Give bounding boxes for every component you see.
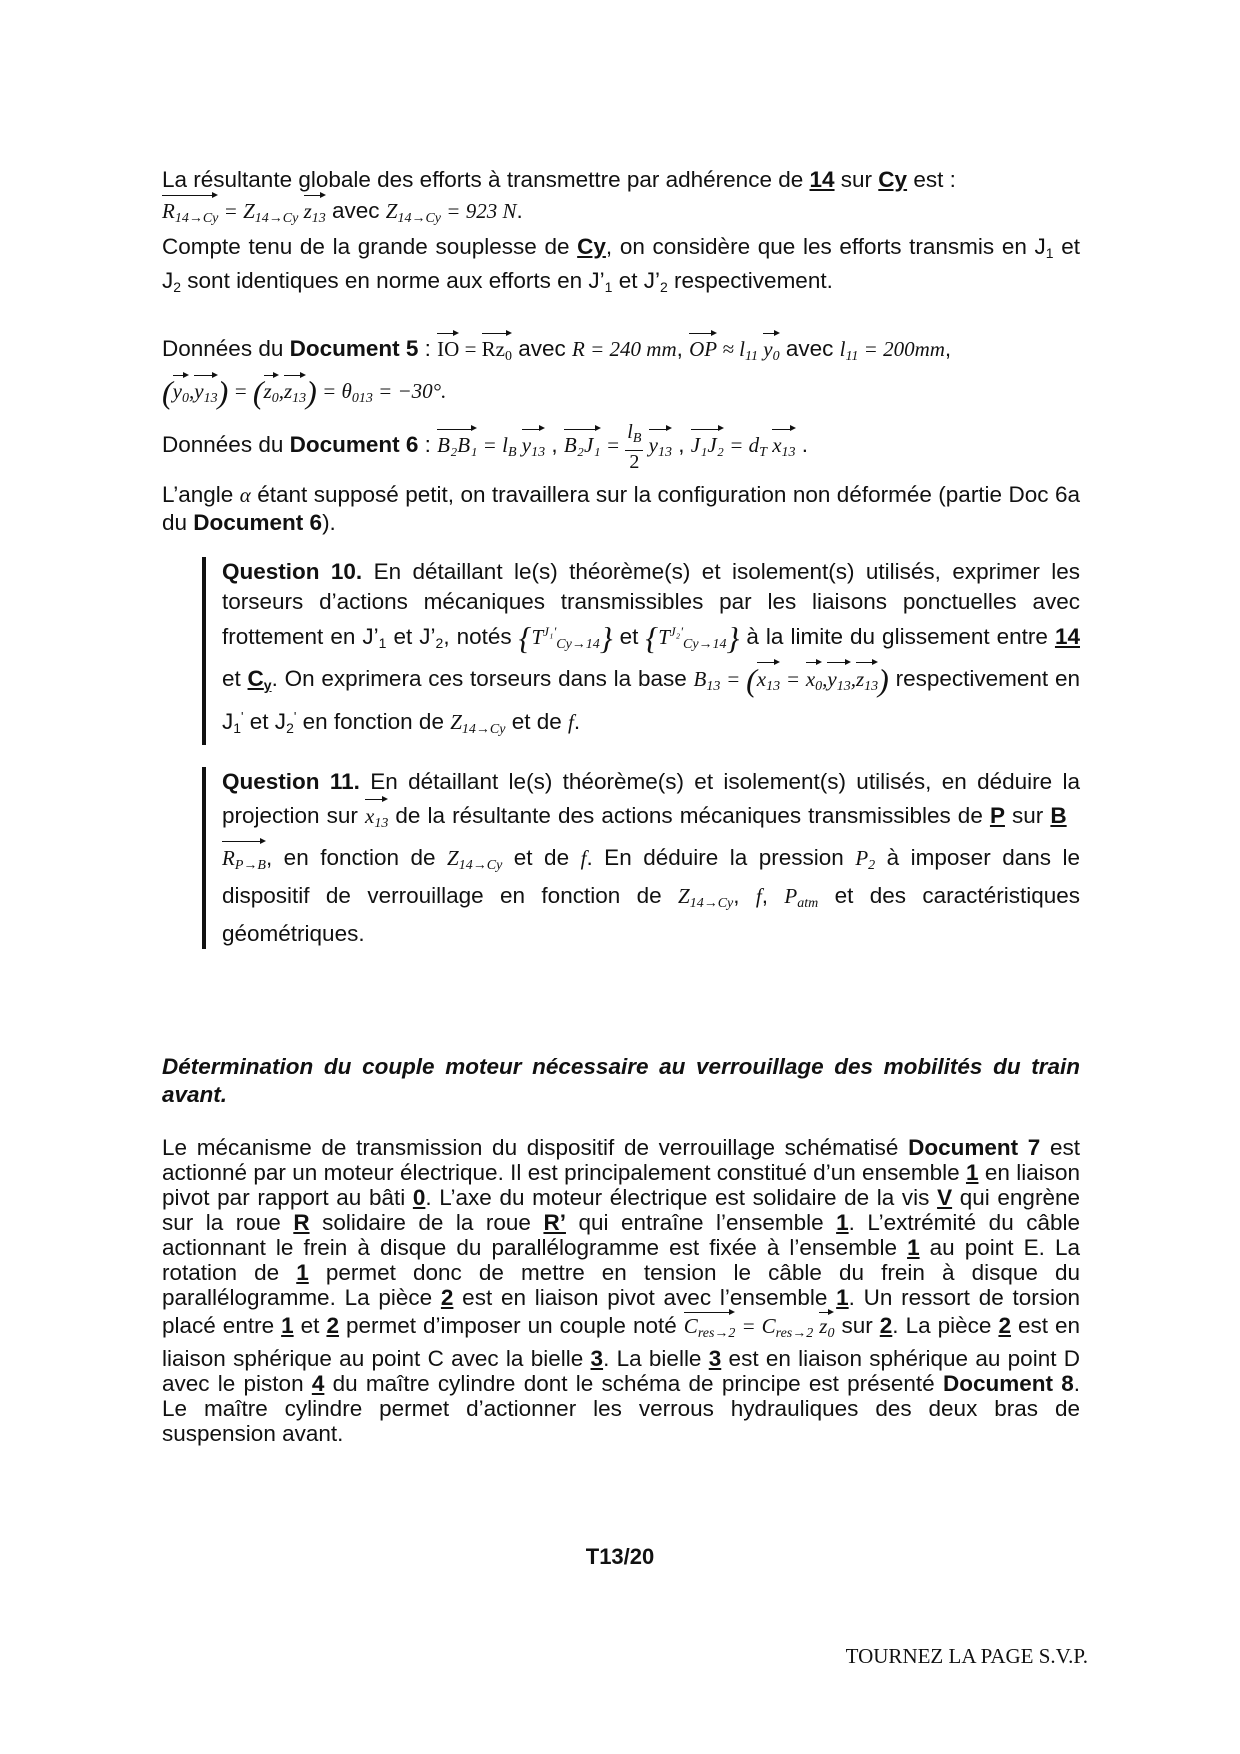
paragraph-mecanisme: Le mécanisme de transmission du dispositif de verrouillage schématisé Document 7 est actionné par un moteur électrique. Il est principalement constitué d’un ensemble 1 en liaison pivot par rapport au bâti 0. L’axe du moteur électrique est solidaire de la vis V qui engrène sur la roue R solidaire de la roue R’ qui entraîne l’ensemble 1. L’extrémité du câble actionnant le frein à disque du parallélogramme est fixée à l’ensemble 1 au point E. La rotation de 1 permet donc de mettre en tension le câble du frein à disque du parallélogramme. La pièce 2 est en liaison pivot avec l’ensemble 1. Un ressort de torsion placé entre 1 et 2 permet d’imposer un couple noté $C_{res\to 2} = C_{res\to 2}$ $z_0$ sur 2. La pièce 2 est en liaison sphérique au point C avec la bielle 3. La bielle 3 est en liaison sphérique au point D avec le piston 4 du maître cylindre dont le schéma de principe est présenté Document 8. Le maître cylindre permet d’actionner les verrous hydrauliques des deux bras de suspension avant. [162,1135,1081,1446]
donnees-document-6: Données du Document 6 : $B_2B_1 = l_B$ $y_{13}$ , B₂J₁ = $\frac{l_B}{2}$ $y_{13}$ , $J_1J_2 = d_T$ $x_{13}$ . [162,421,809,473]
question-11: Question 11. En détaillant le(s) théorème(s) et isolement(s) utilisés, en déduire la projection sur $x_{13}$ de la résultante des actions mécaniques transmissibles de P sur B $R_{P\to B}$, en fonction de $Z_{14\to Cy}$ et de f. En déduire la pression $P_2$ à imposer dans le dispositif de verrouillage en fonction de $Z_{14\to Cy}$, f, $P_{atm}$ et des caractéristiques géométriques. [202,767,1080,949]
turn-page-note: TOURNEZ LA PAGE S.V.P. [845,1644,1088,1668]
vector-r14cy: $R_{14\to Cy} = Z_{14\to Cy}$ $z_{13}$ [162,199,326,223]
page-number: T13/20 [585,1544,655,1569]
ref-cy: Cy [878,167,908,192]
question-10-label: Question 10. [222,559,363,584]
angle-theta013: $(y_0,y_{13}) = (z_0,z_{13}) = \theta_{013} = -30^\circ$. [162,373,1080,413]
question-11-label: Question 11. [222,769,360,794]
section-title: Détermination du couple moteur nécessaire au verrouillage des mobilités du train avant. [162,1054,1080,1107]
ref-14: 14 [809,167,835,192]
page-body [162,166,1080,1446]
equation-r14cy: $R_{14\to Cy} = Z_{14\to Cy}$ $z_{13}$ avec $Z_{14\to Cy} = 923$ N. [162,193,1080,233]
paragraph-angle-alpha: L’angle α étant supposé petit, on travaillera sur la configuration non déformée (partie Doc 6a du Document 6). [162,482,1080,535]
question-10: Question 10. En détaillant le(s) théorème(s) et isolement(s) utilisés, exprimer les torseurs d’actions mécaniques transmissibles par les liaisons ponctuelles avec frottement en $J’_1$ et $J’_2$, notés $\{T^{J_1'}_{Cy\to 14}\}$ et $\{T^{J_2'}_{Cy\to 14}\}$ à la limite du glissement entre 14 et $C_y$. On exprimera ces torseurs dans la base $B_{13} = (x_{13} = x_0,y_{13},z_{13})$ respectivement en $J_1'$ et $J_2'$ en fonction de $Z_{14\to Cy}$ et de f. [202,557,1080,745]
value-z14cy: $Z_{14\to Cy} = 923$ N [385,199,517,226]
donnees-document-5: Données du Document 5 : IO = $Rz_0$ avec R = 240 mm, OP ≈ $l_{11}$ $y_0$ avec $l_{11} = 200mm$, [162,331,1080,371]
paragraph-souplesse: Compte tenu de la grande souplesse de Cy, on considère que les efforts transmis en $J_1$ et $J_2$ sont identiques en norme aux efforts en $J’_1$ et $J’_2$ respectivement. [162,234,1080,295]
paragraph-resultante: La résultante globale des efforts à transmettre par adhérence de 14 sur Cy est : [162,167,956,192]
